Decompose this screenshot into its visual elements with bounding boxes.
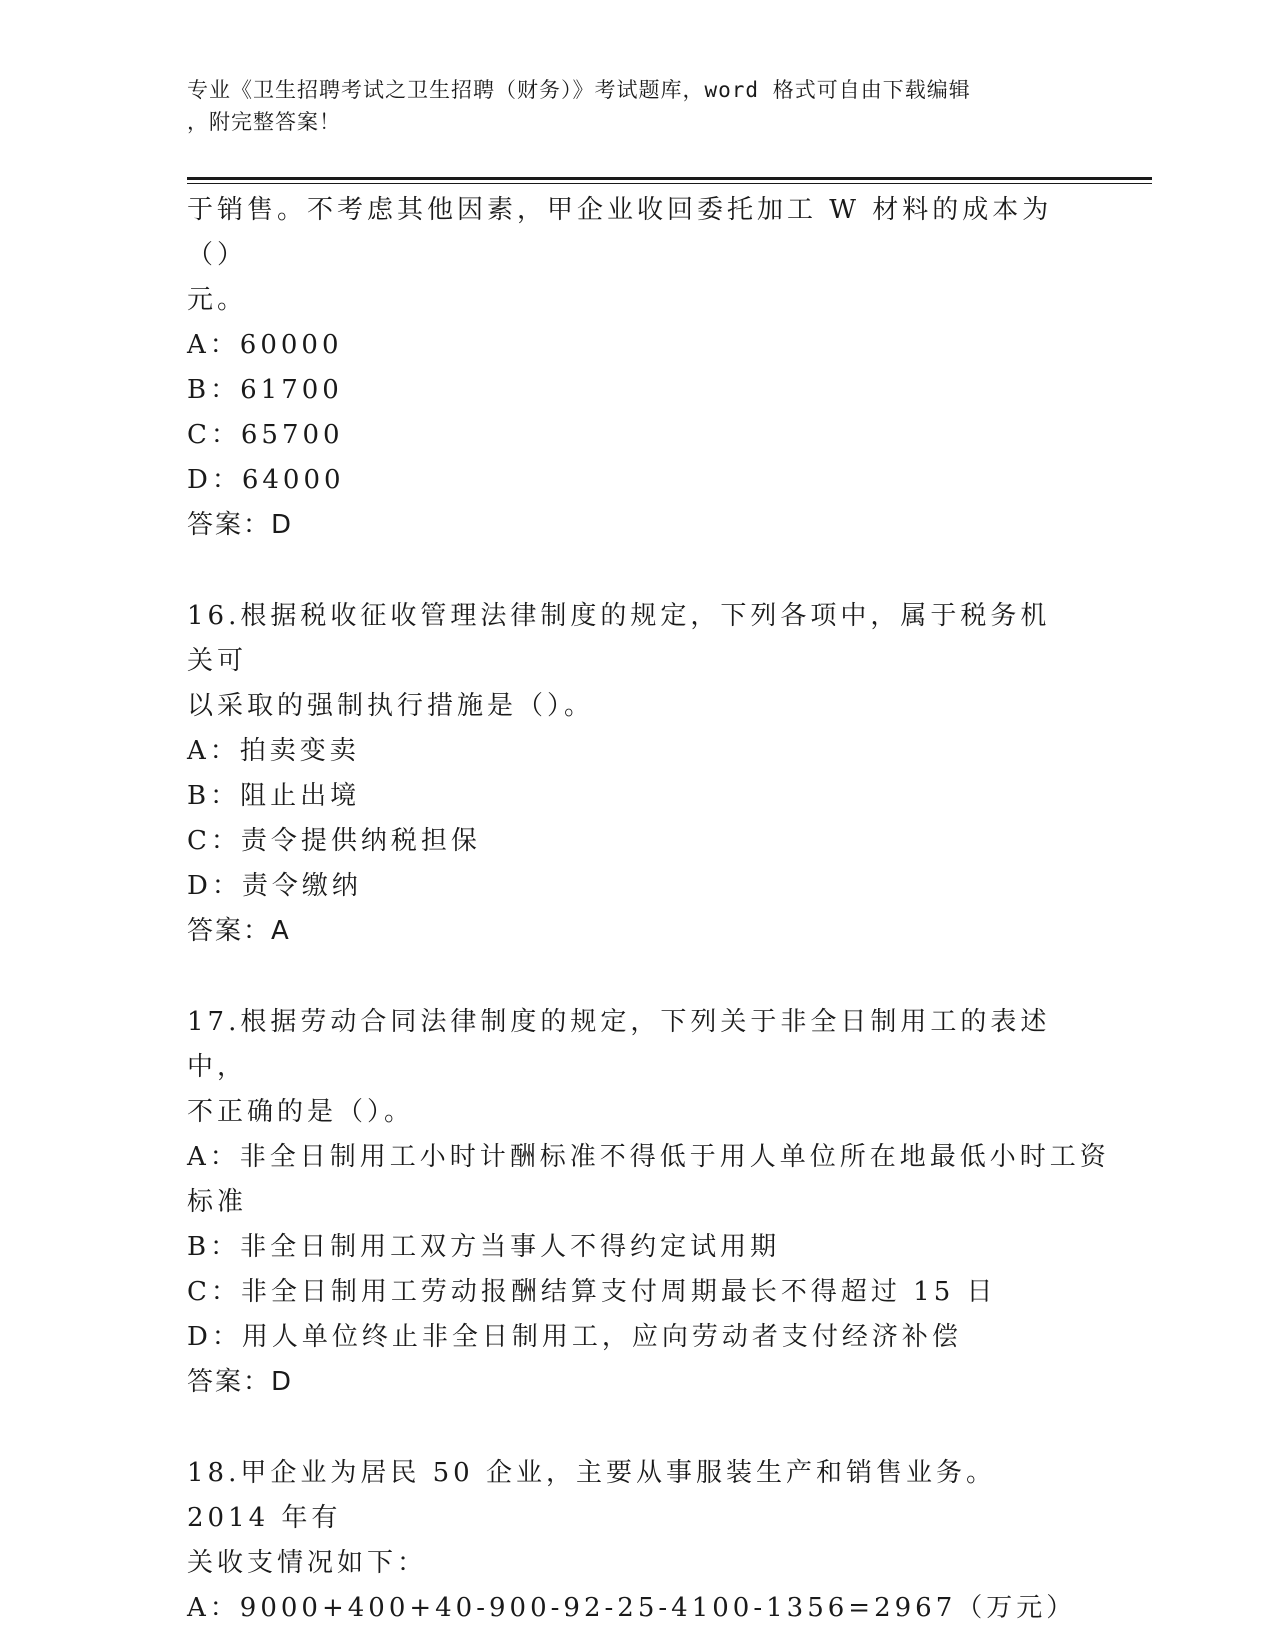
question-spacer	[187, 548, 1077, 594]
question-stem-line: 不正确的是（）。	[187, 1097, 415, 1127]
answer-label: 答案：A	[187, 916, 291, 946]
option-d: D：用人单位终止非全日制用工，应向劳动者支付经济补偿	[187, 1322, 962, 1352]
option-d: D：64000	[187, 465, 345, 495]
question-list	[187, 188, 1110, 1631]
header-title-line-1: 专业《卫生招聘考试之卫生招聘（财务）》考试题库，word 格式可自由下载编辑	[187, 78, 971, 102]
question-stem-line: 于销售。不考虑其他因素，甲企业收回委托加工 W 材料的成本为（）	[187, 195, 1053, 270]
option-c: C：非全日制用工劳动报酬结算支付周期最长不得超过 15 日	[187, 1277, 997, 1307]
header-title-line-2: ，附完整答案！	[187, 110, 341, 134]
option-a: A：拍卖变卖	[187, 736, 360, 766]
question-stem-line: 18.甲企业为居民 50 企业，主要从事服装生产和销售业务。2014 年有	[187, 1458, 996, 1533]
option-a: A：60000	[187, 330, 343, 360]
question-18	[187, 1451, 1077, 1631]
option-c: C：责令提供纳税担保	[187, 826, 481, 856]
question-stem-line: 17.根据劳动合同法律制度的规定，下列关于非全日制用工的表述中，	[187, 1007, 1051, 1082]
option-a-continued: 标准	[187, 1187, 248, 1217]
answer-label: 答案：D	[187, 510, 294, 540]
answer-label: 答案：D	[187, 1367, 294, 1397]
option-d: D：责令缴纳	[187, 871, 362, 901]
question-stem-line: 16.根据税收征收管理法律制度的规定，下列各项中，属于税务机关可	[187, 601, 1051, 676]
option-a: A：9000+400+40-900-92-25-4100-1356=2967（万元）	[187, 1593, 1077, 1623]
question-stem-line: 关收支情况如下：	[187, 1548, 428, 1578]
question-spacer	[187, 954, 1077, 1000]
option-a: A：非全日制用工小时计酬标准不得低于用人单位所在地最低小时工资	[187, 1142, 1110, 1172]
question-17	[187, 1000, 1110, 1405]
option-c: C：65700	[187, 420, 344, 450]
option-b: B：阻止出境	[187, 781, 361, 811]
question-15	[187, 188, 1077, 548]
option-b: B：非全日制用工双方当事人不得约定试用期	[187, 1232, 781, 1262]
header-divider-thin	[187, 183, 1152, 184]
question-stem-line: 元。	[187, 285, 248, 315]
question-stem-line: 以采取的强制执行措施是（）。	[187, 691, 595, 721]
page-header	[187, 74, 1067, 138]
header-divider-thick	[187, 177, 1152, 180]
question-spacer	[187, 1405, 1077, 1451]
option-b: B：61700	[187, 375, 343, 405]
question-16	[187, 594, 1077, 954]
